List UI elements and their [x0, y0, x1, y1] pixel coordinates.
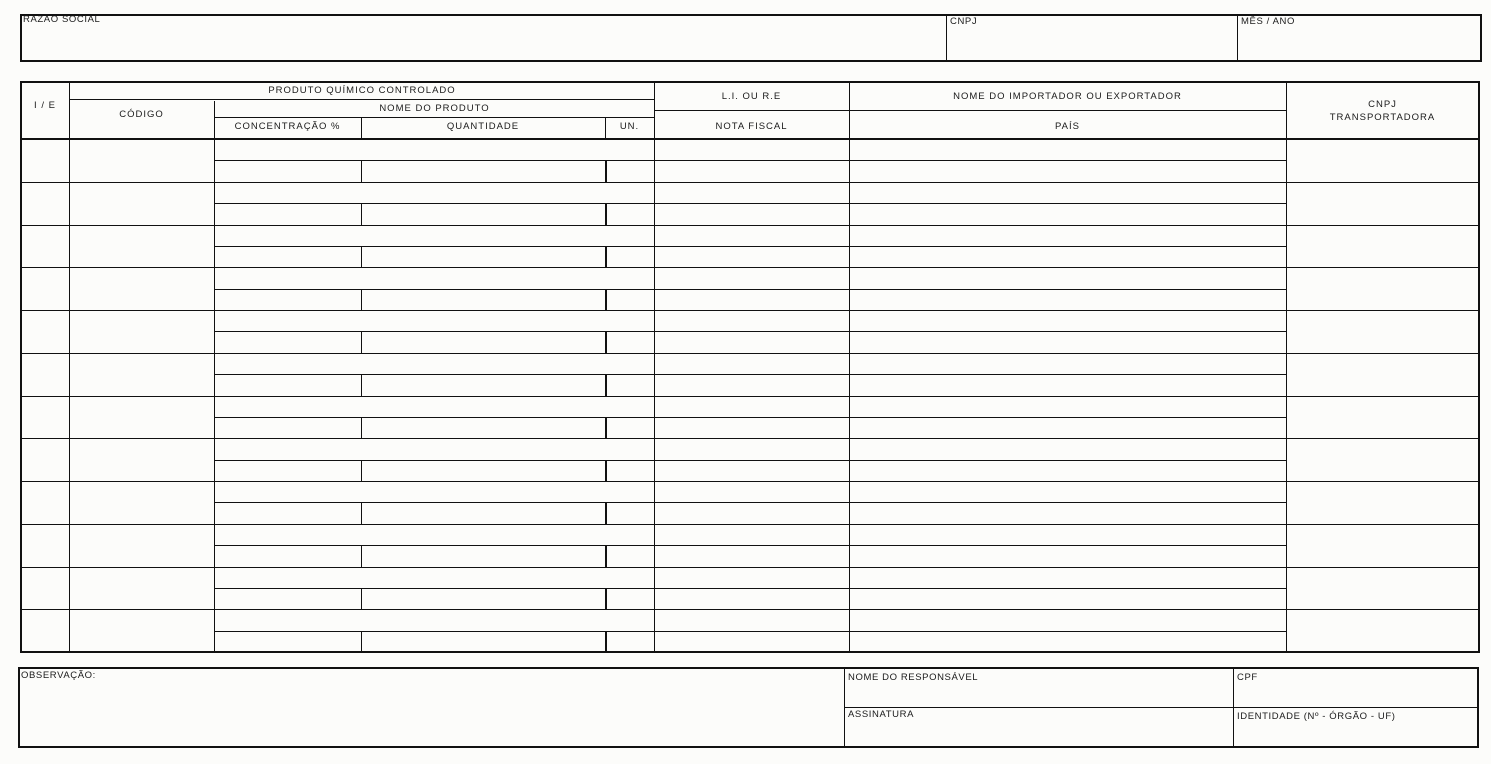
header-divider: [1237, 15, 1238, 61]
table-row[interactable]: [21, 481, 1479, 524]
header-rule: [654, 110, 1286, 111]
assinatura-label: ASSINATURA: [848, 709, 915, 720]
codigo-header: CÓDIGO: [119, 109, 164, 121]
cpf-field[interactable]: [1235, 684, 1477, 706]
table-row[interactable]: [21, 396, 1479, 439]
mes-ano-field[interactable]: [1239, 28, 1480, 60]
observacao-label: OBSERVAÇÃO:: [21, 670, 96, 681]
un-header: UN.: [619, 121, 640, 133]
cnpj-transportadora-header: [1286, 95, 1479, 127]
table-row[interactable]: [21, 182, 1479, 225]
table-row[interactable]: [21, 310, 1479, 353]
assinatura-field[interactable]: [846, 722, 1231, 746]
table-row[interactable]: [21, 567, 1479, 610]
footer-rule: [844, 707, 1478, 708]
nome-importador-header: NOME DO IMPORTADOR OU EXPORTADOR: [953, 91, 1182, 103]
table-row[interactable]: [21, 438, 1479, 481]
cpf-label: CPF: [1237, 672, 1258, 683]
produto-quimico-header: PRODUTO QUÍMICO CONTROLADO: [268, 84, 456, 96]
identidade-label: IDENTIDADE (Nº - ÓRGÃO - UF): [1237, 711, 1396, 722]
table-row[interactable]: [21, 267, 1479, 310]
cnpj-label: CNPJ: [950, 16, 978, 27]
observacao-field[interactable]: [20, 684, 842, 746]
i-e-header: I / E: [34, 100, 56, 112]
cnpj-transportadora-line1: CNPJ: [1368, 99, 1397, 110]
table-row[interactable]: [21, 353, 1479, 396]
razao-social-field[interactable]: [22, 28, 944, 60]
nome-responsavel-label: NOME DO RESPONSÁVEL: [848, 672, 979, 683]
table-row[interactable]: [21, 139, 1479, 182]
mes-ano-label: MÊS / ANO: [1241, 16, 1295, 27]
header-divider: [946, 15, 947, 61]
concentracao-header: CONCENTRAÇÃO %: [234, 121, 341, 133]
razao-social-label: RAZÃO SOCIAL: [23, 14, 101, 25]
li-re-header: L.I. OU R.E: [721, 91, 782, 103]
nota-fiscal-header: NOTA FISCAL: [715, 121, 788, 133]
quantidade-header: QUANTIDADE: [446, 121, 520, 133]
nome-produto-header: NOME DO PRODUTO: [379, 102, 490, 114]
nome-responsavel-field[interactable]: [846, 684, 1231, 706]
header-rule: [214, 117, 655, 118]
cnpj-transportadora-line2: TRANSPORTADORA: [1329, 111, 1436, 123]
cnpj-field[interactable]: [948, 28, 1235, 60]
table-row[interactable]: [21, 225, 1479, 268]
header-rule: [69, 99, 655, 100]
identidade-field[interactable]: [1235, 722, 1477, 746]
pais-header: PAÍS: [1055, 121, 1080, 133]
table-row[interactable]: [21, 524, 1479, 567]
table-row[interactable]: [21, 609, 1479, 652]
